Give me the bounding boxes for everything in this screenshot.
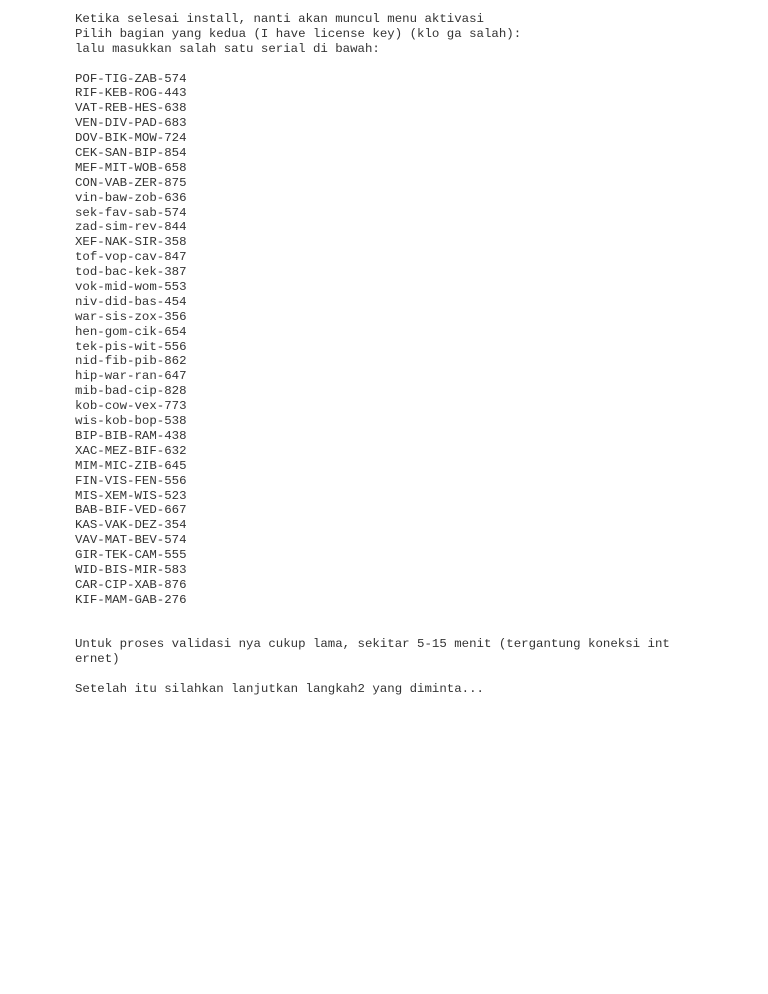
serial-key: zad-sim-rev-844 xyxy=(75,220,187,235)
serial-key: CAR-CIP-XAB-876 xyxy=(75,577,187,592)
serial-key: kob-cow-vex-773 xyxy=(75,399,187,414)
serial-key: mib-bad-cip-828 xyxy=(75,384,187,399)
serial-key: nid-fib-pib-862 xyxy=(75,354,187,369)
serial-key: GIR-TEK-CAM-555 xyxy=(75,548,187,563)
serial-key: XEF-NAK-SIR-358 xyxy=(75,235,187,250)
serial-key: XAC-MEZ-BIF-632 xyxy=(75,443,187,458)
serial-key: niv-did-bas-454 xyxy=(75,294,187,309)
serial-key: KIF-MAM-GAB-276 xyxy=(75,592,187,607)
serial-key: tof-vop-cav-847 xyxy=(75,250,187,265)
serial-key: MIM-MIC-ZIB-645 xyxy=(75,458,187,473)
serial-key: VAT-REB-HES-638 xyxy=(75,101,187,116)
intro-line-3: lalu masukkan salah satu serial di bawah: xyxy=(75,41,380,56)
validation-line-1: Untuk proses validasi nya cukup lama, sekitar 5-15 menit (tergantung koneksi int xyxy=(75,637,670,652)
serial-key: vok-mid-wom-553 xyxy=(75,280,187,295)
serial-key: hip-war-ran-647 xyxy=(75,369,187,384)
serial-key: CEK-SAN-BIP-854 xyxy=(75,146,187,161)
serial-key: MIS-XEM-WIS-523 xyxy=(75,488,187,503)
serial-key: VAV-MAT-BEV-574 xyxy=(75,533,187,548)
serial-key: RIF-KEB-ROG-443 xyxy=(75,86,187,101)
serial-key: MEF-MIT-WOB-658 xyxy=(75,160,187,175)
document-body xyxy=(75,12,685,697)
closing-line: Setelah itu silahkan lanjutkan langkah2 yang diminta... xyxy=(75,682,484,697)
spacer xyxy=(75,57,685,72)
serial-key: VEN-DIV-PAD-683 xyxy=(75,116,187,131)
serial-key: KAS-VAK-DEZ-354 xyxy=(75,518,187,533)
spacer xyxy=(75,667,685,682)
intro-line-1: Ketika selesai install, nanti akan muncul menu aktivasi xyxy=(75,12,484,26)
serial-key: tod-bac-kek-387 xyxy=(75,265,187,280)
serial-key: tek-pis-wit-556 xyxy=(75,339,187,354)
serial-key: wis-kob-bop-538 xyxy=(75,414,187,429)
serial-key: BIP-BIB-RAM-438 xyxy=(75,428,187,443)
serial-list xyxy=(75,72,685,608)
serial-key: POF-TIG-ZAB-574 xyxy=(75,71,187,86)
serial-key: vin-baw-zob-636 xyxy=(75,190,187,205)
spacer xyxy=(75,608,685,638)
serial-key: war-sis-zox-356 xyxy=(75,309,187,324)
serial-key: WID-BIS-MIR-583 xyxy=(75,562,187,577)
serial-key: BAB-BIF-VED-667 xyxy=(75,503,187,518)
serial-key: sek-fav-sab-574 xyxy=(75,205,187,220)
serial-key: FIN-VIS-FEN-556 xyxy=(75,473,187,488)
serial-key: DOV-BIK-MOW-724 xyxy=(75,131,187,146)
serial-key: hen-gom-cik-654 xyxy=(75,324,187,339)
intro-line-2: Pilih bagian yang kedua (I have license key) (klo ga salah): xyxy=(75,26,522,41)
validation-line-2: ernet) xyxy=(75,652,120,667)
serial-key: CON-VAB-ZER-875 xyxy=(75,175,187,190)
